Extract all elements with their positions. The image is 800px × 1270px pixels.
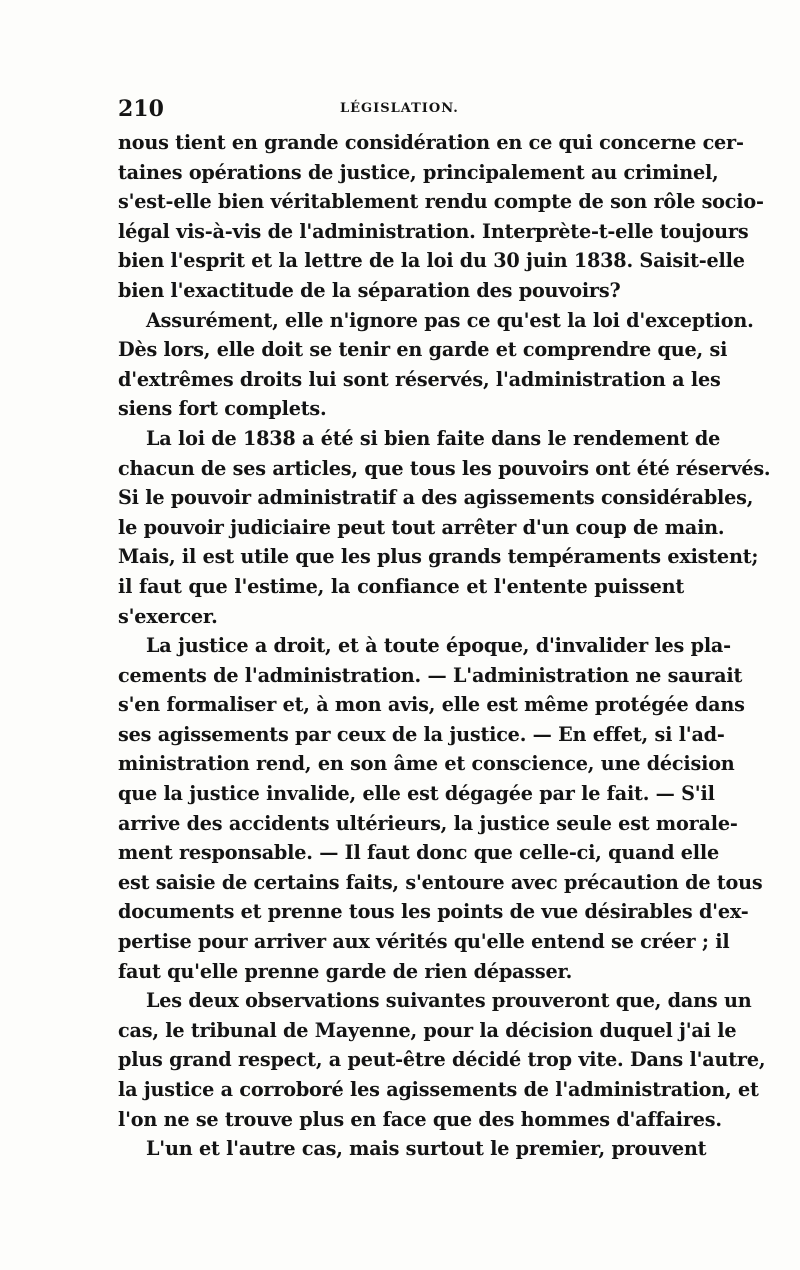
text-line: siens fort complets. (118, 397, 327, 421)
text-line: ment responsable. — Il faut donc que celle-ci, quand elle (118, 841, 719, 865)
text-line: s'en formaliser et, à mon avis, elle est même protégée dans (118, 693, 745, 717)
text-line: documents et prenne tous les points de vue désirables d'ex- (118, 900, 749, 924)
text-line: d'extrêmes droits lui sont réservés, l'administration a les (118, 367, 721, 391)
text-line: est saisie de certains faits, s'entoure avec précaution de tous (118, 870, 763, 894)
text-line: La loi de 1838 a été si bien faite dans le rendement de (146, 426, 721, 450)
text-line: s'exercer. (118, 604, 218, 628)
text-line: La justice a droit, et à toute époque, d'invalider les pla- (146, 634, 731, 658)
text-line: Mais, il est utile que les plus grands tempéraments existent; (118, 545, 759, 569)
running-head: LÉGISLATION. (340, 101, 459, 116)
text-line: faut qu'elle prenne garde de rien dépasser. (118, 959, 573, 983)
text-line: L'un et l'autre cas, mais surtout le premier, prouvent (146, 1137, 707, 1161)
text-line: ses agissements par ceux de la justice. — En effet, si l'ad- (118, 722, 725, 746)
text-line: pertise pour arriver aux vérités qu'elle entend se créer ; il (118, 930, 730, 954)
text-line: taines opérations de justice, principalement au criminel, (118, 160, 719, 184)
text-line: le pouvoir judiciaire peut tout arrêter d'un coup de main. (118, 515, 725, 539)
text-line: cas, le tribunal de Mayenne, pour la décision duquel j'ai le (118, 1018, 737, 1042)
page-number: 210 (118, 96, 164, 122)
body-text (118, 128, 771, 1164)
page-header (118, 96, 684, 126)
text-line: Si le pouvoir administratif a des agissements considérables, (118, 486, 754, 510)
text-line: Dès lors, elle doit se tenir en garde et comprendre que, si (118, 338, 728, 362)
text-line: l'on ne se trouve plus en face que des hommes d'affaires. (118, 1107, 722, 1131)
text-line: nous tient en grande considération en ce qui concerne cer- (118, 131, 744, 154)
text-line: la justice a corroboré les agissements de l'administration, et (118, 1078, 759, 1101)
text-line: Les deux observations suivantes prouveront que, dans un (146, 989, 752, 1013)
text-line: plus grand respect, a peut-être décidé trop vite. Dans l'autre, (118, 1048, 766, 1072)
text-line: bien l'exactitude de la séparation des pouvoirs? (118, 278, 621, 302)
text-line: arrive des accidents ultérieurs, la justice seule est morale- (118, 811, 738, 835)
text-line: s'est-elle bien véritablement rendu compte de son rôle socio- (118, 190, 764, 214)
text-line: bien l'esprit et la lettre de la loi du 30 juin 1838. Saisit-elle (118, 249, 745, 273)
text-line: il faut que l'estime, la confiance et l'entente puissent (118, 574, 684, 598)
text-line: chacun de ses articles, que tous les pouvoirs ont été réservés. (118, 456, 771, 480)
text-line: cements de l'administration. — L'administration ne saurait (118, 663, 743, 687)
text-line: Assurément, elle n'ignore pas ce qu'est la loi d'exception. (146, 308, 754, 332)
text-line: ministration rend, en son âme et conscience, une décision (118, 752, 735, 776)
text-line: que la justice invalide, elle est dégagée par le fait. — S'il (118, 782, 715, 806)
text-line: légal vis-à-vis de l'administration. Interprète-t-elle toujours (118, 219, 749, 243)
